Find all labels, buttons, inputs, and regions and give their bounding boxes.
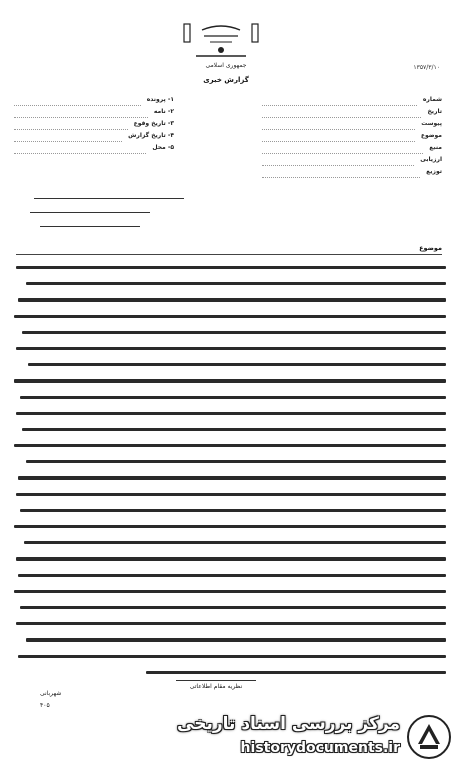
- meta-dotted-line: [14, 118, 128, 130]
- meta-row: [262, 106, 442, 118]
- text-line: [12, 586, 446, 597]
- text-line: [12, 505, 446, 516]
- document-date-note: ۱۳۵۷/۳/۱۰: [413, 64, 440, 71]
- meta-dotted-line: [14, 130, 122, 142]
- text-line: [12, 602, 446, 613]
- meta-row: [14, 118, 174, 130]
- meta-dotted-line: [262, 106, 421, 118]
- meta-row: [262, 118, 442, 130]
- footer-notes: [40, 688, 61, 712]
- meta-label: موضوع: [420, 132, 442, 139]
- meta-label: تاریخ: [427, 108, 442, 115]
- header-caption: جمهوری اسلامی: [205, 62, 247, 69]
- text-line: [12, 327, 446, 338]
- meta-label: ۵- محل: [152, 144, 174, 151]
- meta-label: ۲- نامه: [153, 108, 174, 115]
- watermark: [162, 712, 452, 768]
- meta-dotted-line: [262, 166, 420, 178]
- meta-dotted-line: [14, 142, 146, 154]
- meta-row: [14, 106, 174, 118]
- text-line: [12, 521, 446, 532]
- meta-row: [14, 142, 174, 154]
- meta-dotted-line: [14, 94, 141, 106]
- meta-row: [14, 94, 174, 106]
- signature-label: نظریه مقام اطلاعاتی: [176, 680, 256, 690]
- meta-dotted-line: [14, 106, 148, 118]
- text-line: [12, 311, 446, 322]
- meta-dotted-line: [262, 130, 415, 142]
- form-title: گزارش خبری: [203, 76, 249, 84]
- meta-label: ۱- پرونده: [146, 96, 174, 103]
- text-line: [12, 634, 446, 645]
- text-line: [12, 424, 446, 435]
- archive-logo-icon: [406, 714, 452, 760]
- meta-row: [262, 142, 442, 154]
- meta-label: ارزیابی: [420, 156, 442, 163]
- meta-row: [262, 130, 442, 142]
- meta-label: منبع: [429, 144, 442, 151]
- text-line: [12, 262, 446, 273]
- footer-line: ۴۰۵: [40, 702, 50, 709]
- divider-line: [34, 198, 184, 199]
- text-line: [12, 359, 446, 370]
- meta-label: ۳- تاریخ وقوع: [133, 120, 174, 127]
- text-line: [12, 294, 446, 305]
- subject-line: موضوع: [16, 244, 442, 255]
- meta-block-left: [14, 94, 174, 154]
- meta-block-right: [262, 94, 442, 178]
- text-line: [12, 343, 446, 354]
- meta-dotted-line: [262, 118, 415, 130]
- meta-label: توزیع: [426, 168, 442, 175]
- text-line: [12, 618, 446, 629]
- text-line: [12, 440, 446, 451]
- text-line: [12, 375, 446, 386]
- meta-row: [262, 94, 442, 106]
- meta-label: پیوست: [421, 120, 442, 127]
- text-line: [12, 667, 446, 678]
- text-line: [12, 408, 446, 419]
- divider-line: [40, 226, 140, 227]
- document-body: [12, 262, 446, 680]
- text-line: [12, 537, 446, 548]
- letterhead-emblem: [182, 22, 260, 62]
- text-line: [12, 553, 446, 564]
- text-line: [12, 456, 446, 467]
- watermark-url: historydocuments.ir: [240, 740, 400, 756]
- meta-dotted-line: [262, 142, 423, 154]
- text-line: [12, 489, 446, 500]
- text-line: [12, 570, 446, 581]
- meta-dotted-line: [262, 94, 417, 106]
- text-line: [12, 472, 446, 483]
- watermark-title: مرکز بررسی اسناد تاریخی: [177, 714, 400, 734]
- meta-row: [14, 130, 174, 142]
- meta-row: [262, 166, 442, 178]
- text-line: [12, 651, 446, 662]
- divider-line: [30, 212, 150, 213]
- text-line: [12, 278, 446, 289]
- meta-label: ۴- تاریخ گزارش: [128, 132, 174, 139]
- text-line: [12, 392, 446, 403]
- footer-line: شهربانی: [40, 690, 62, 697]
- meta-label: شماره: [422, 96, 442, 103]
- meta-dotted-line: [262, 154, 414, 166]
- meta-row: [262, 154, 442, 166]
